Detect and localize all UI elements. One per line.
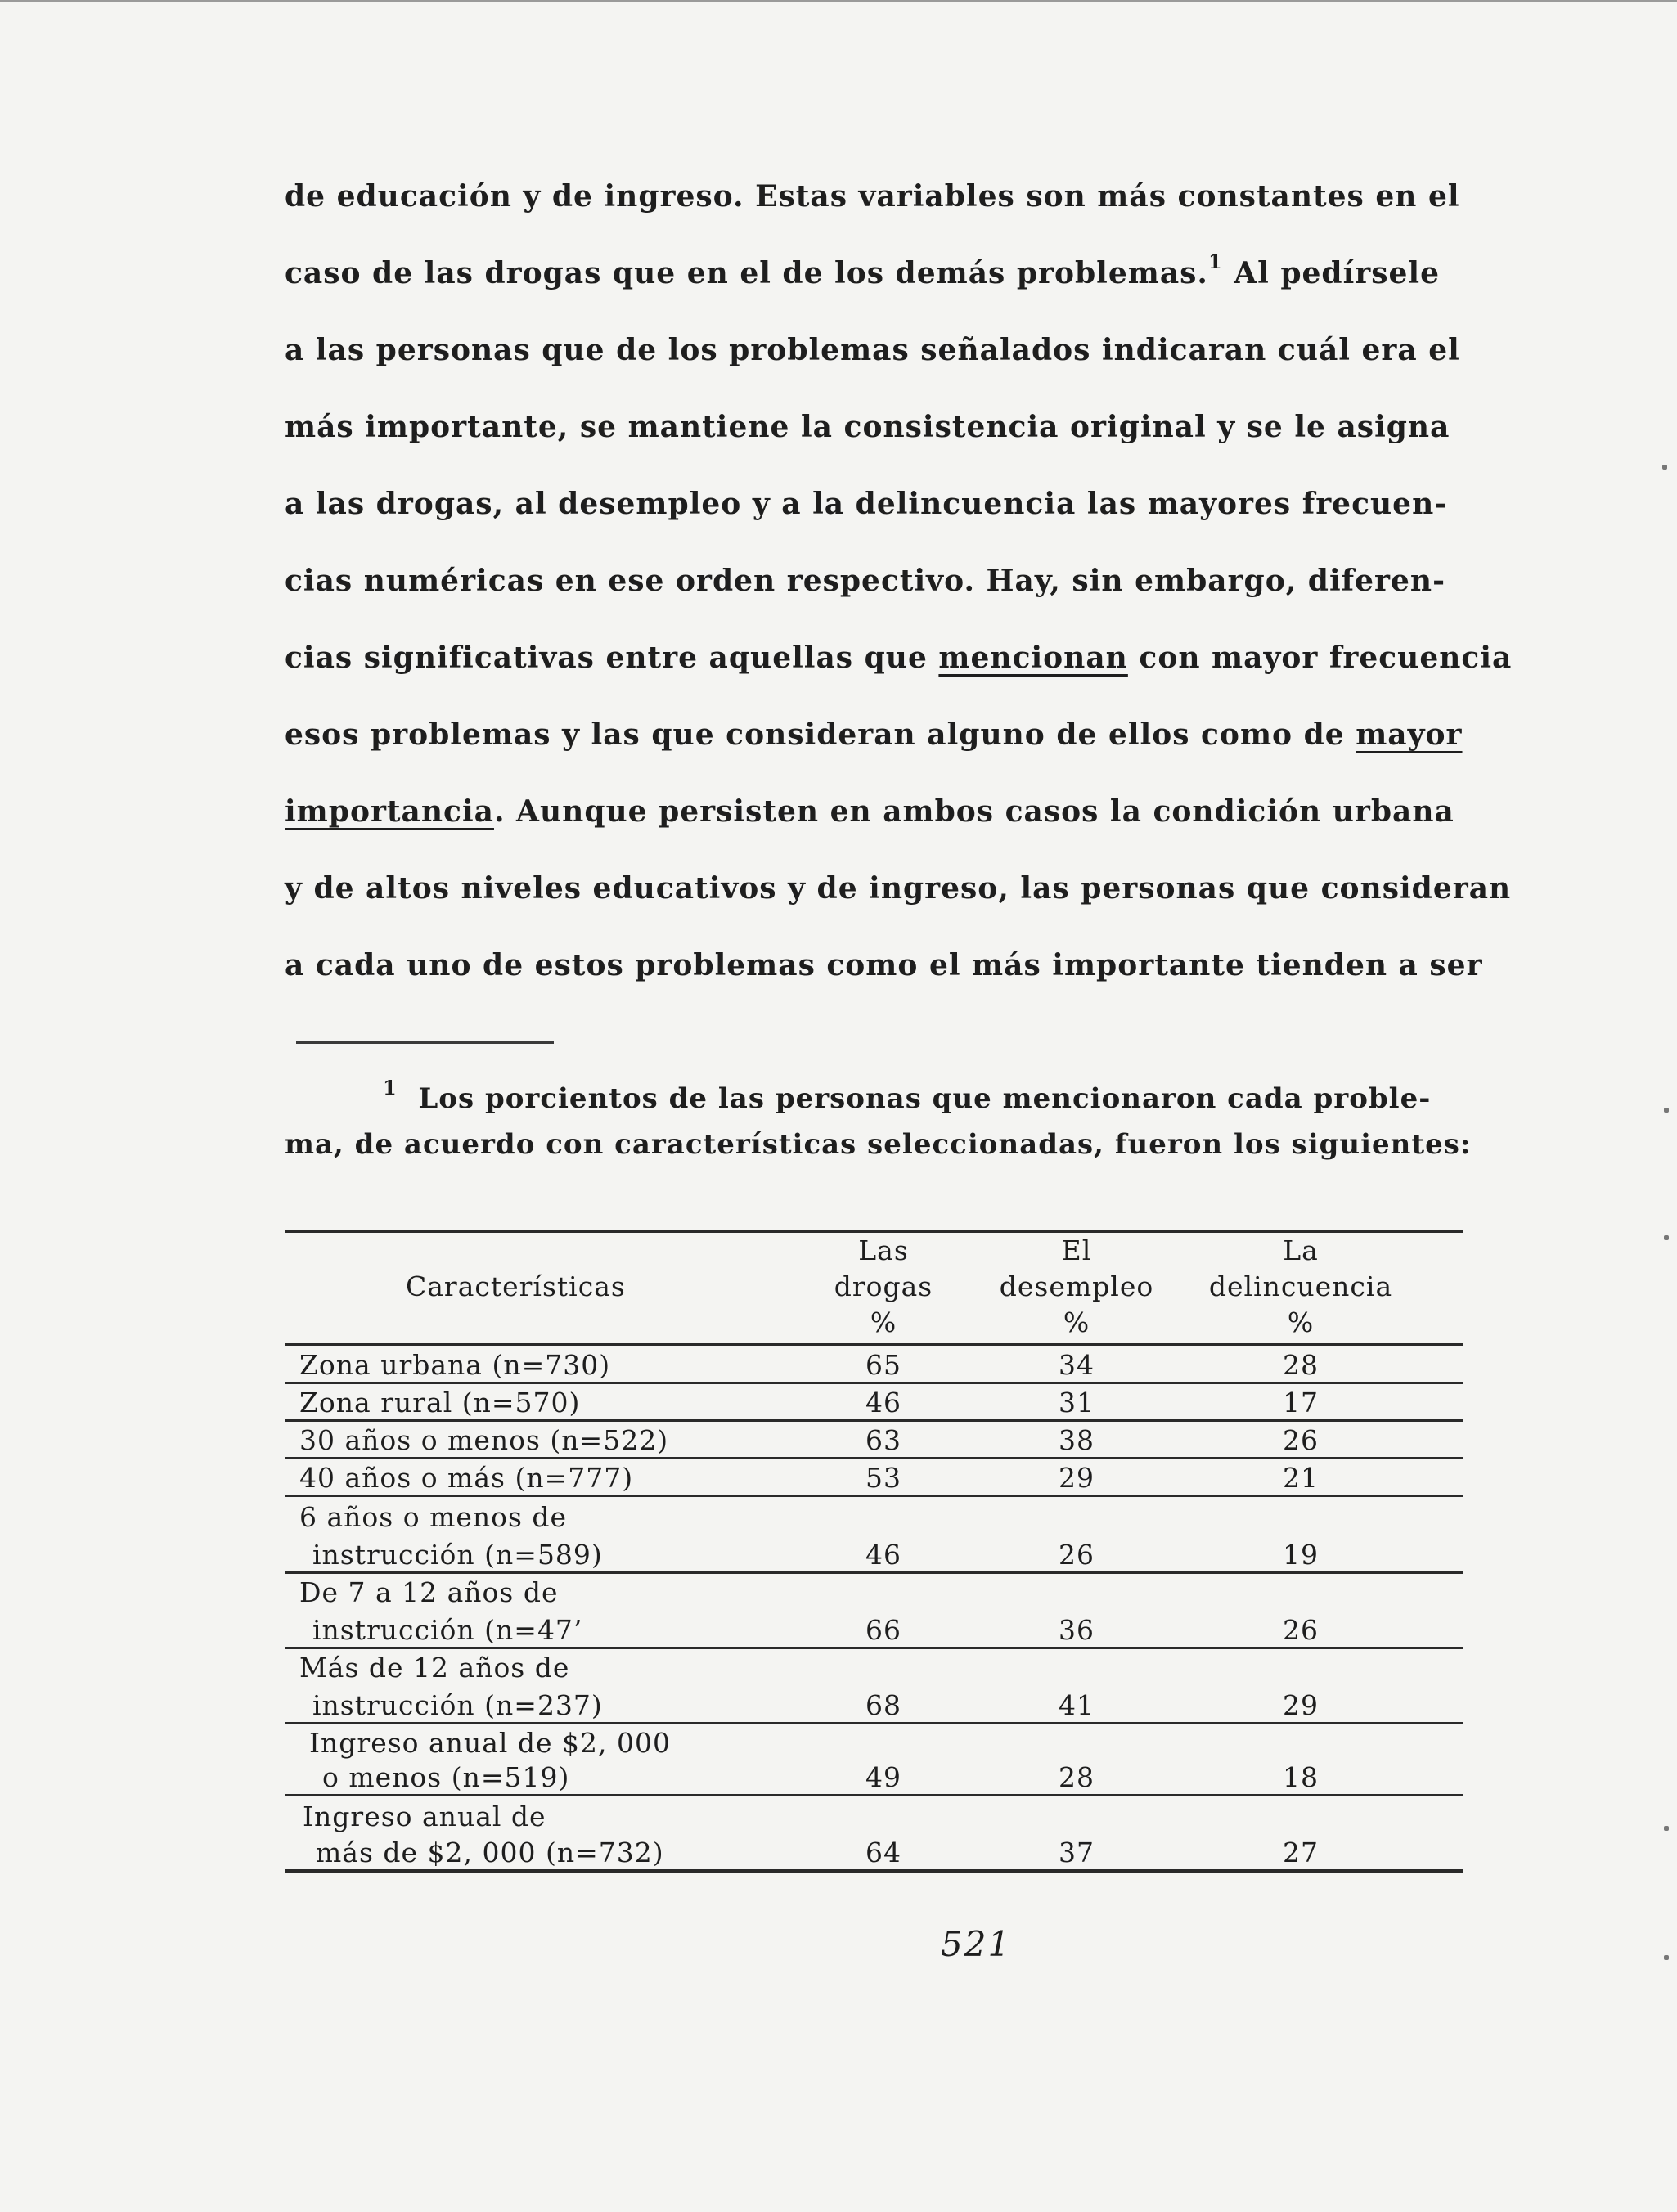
row-delinquency: 18 xyxy=(1283,1761,1319,1793)
row-rule xyxy=(285,1457,1463,1459)
header-drugs-1: Las xyxy=(858,1234,909,1266)
body-line-7: cias significativas entre aquellas que mencionan con mayor frecuencia xyxy=(285,641,1513,675)
header-drugs-3: % xyxy=(870,1306,897,1338)
row-unemployment: 37 xyxy=(1059,1837,1095,1868)
statistics-table xyxy=(285,1230,1463,1876)
header-delinquency-2: delincuencia xyxy=(1208,1270,1393,1302)
footnote-separator xyxy=(296,1041,554,1044)
row-delinquency: 19 xyxy=(1283,1539,1319,1571)
row-unemployment: 34 xyxy=(1059,1349,1095,1381)
header-unemployment-1: El xyxy=(1061,1234,1092,1266)
body-line-8: esos problemas y las que consideran alguno de ellos como de mayor xyxy=(285,717,1463,752)
body-line-1: de educación y de ingreso. Estas variables son más constantes en el xyxy=(285,179,1460,214)
row-label: Zona urbana (n=730) xyxy=(299,1349,611,1381)
row-label-cont: o menos (n=519) xyxy=(322,1761,570,1793)
table-bottom-rule xyxy=(285,1869,1463,1873)
row-label: 6 años o menos de xyxy=(299,1501,568,1533)
row-delinquency: 17 xyxy=(1283,1387,1319,1418)
row-drugs: 49 xyxy=(865,1761,901,1793)
row-drugs: 66 xyxy=(865,1614,901,1646)
scan-speck xyxy=(1662,465,1667,470)
scan-speck xyxy=(1664,1235,1669,1240)
row-label: 30 años o menos (n=522) xyxy=(299,1424,669,1456)
row-label-cont: instrucción (n=47’ xyxy=(312,1614,583,1646)
header-unemployment-2: desempleo xyxy=(999,1270,1154,1302)
row-label-cont: más de $2, 000 (n=732) xyxy=(316,1837,664,1868)
underlined-term: mayor xyxy=(1356,717,1463,752)
page-number: 521 xyxy=(941,1924,1012,1964)
row-unemployment: 36 xyxy=(1059,1614,1095,1646)
row-label: Ingreso anual de $2, 000 xyxy=(309,1727,672,1759)
row-drugs: 64 xyxy=(865,1837,901,1868)
row-unemployment: 29 xyxy=(1059,1462,1095,1494)
row-label-cont: instrucción (n=237) xyxy=(312,1689,603,1721)
table-header-rule xyxy=(285,1343,1463,1346)
row-unemployment: 26 xyxy=(1059,1539,1095,1571)
row-label: De 7 a 12 años de xyxy=(299,1576,559,1608)
body-line-10: y de altos niveles educativos y de ingreso, las personas que consideran xyxy=(285,871,1512,906)
row-unemployment: 31 xyxy=(1059,1387,1095,1418)
row-delinquency: 28 xyxy=(1283,1349,1319,1381)
footnote-marker: 1 xyxy=(383,1076,398,1099)
header-characteristics: Características xyxy=(406,1270,626,1302)
row-drugs: 63 xyxy=(865,1424,901,1456)
row-label-cont: instrucción (n=589) xyxy=(312,1539,603,1571)
scan-speck xyxy=(1664,1108,1669,1113)
header-delinquency-3: % xyxy=(1287,1306,1315,1338)
row-rule xyxy=(285,1722,1463,1724)
row-label: 40 años o más (n=777) xyxy=(299,1462,634,1494)
body-line-5: a las drogas, al desempleo y a la delincuencia las mayores frecuen- xyxy=(285,487,1448,521)
row-rule xyxy=(285,1647,1463,1649)
row-drugs: 53 xyxy=(865,1462,901,1494)
row-label: Más de 12 años de xyxy=(299,1652,570,1684)
row-drugs: 46 xyxy=(865,1539,901,1571)
underlined-term: mencionan xyxy=(938,641,1128,675)
footnote-ref: 1 xyxy=(1207,250,1223,273)
header-unemployment-3: % xyxy=(1063,1306,1090,1338)
body-line-2: caso de las drogas que en el de los demás problemas.$^1$ Al pedírsele xyxy=(285,250,1440,290)
scan-speck xyxy=(1664,1955,1669,1960)
row-label: Ingreso anual de xyxy=(303,1801,546,1832)
body-line-9: importancia. Aunque persisten en ambos casos la condición urbana xyxy=(285,794,1454,829)
row-delinquency: 29 xyxy=(1283,1689,1319,1721)
scan-top-edge xyxy=(0,0,1677,2)
row-unemployment: 28 xyxy=(1059,1761,1095,1793)
row-delinquency: 26 xyxy=(1283,1424,1319,1456)
footnote-line-2: ma, de acuerdo con características seleccionadas, fueron los siguientes: xyxy=(285,1128,1472,1161)
row-rule xyxy=(285,1794,1463,1796)
footnote-line-1: $^1$ Los porcientos de las personas que mencionaron cada proble- xyxy=(383,1076,1432,1115)
row-drugs: 46 xyxy=(865,1387,901,1418)
row-rule xyxy=(285,1571,1463,1574)
row-delinquency: 21 xyxy=(1283,1462,1319,1494)
body-line-11: a cada uno de estos problemas como el más importante tienden a ser xyxy=(285,948,1483,982)
row-rule xyxy=(285,1495,1463,1497)
header-drugs-2: drogas xyxy=(834,1270,933,1302)
row-rule xyxy=(285,1382,1463,1384)
row-delinquency: 27 xyxy=(1283,1837,1319,1868)
underlined-term: importancia xyxy=(285,794,494,829)
body-line-3: a las personas que de los problemas señalados indicaran cuál era el xyxy=(285,333,1460,367)
body-line-6: cias numéricas en ese orden respectivo. Hay, sin embargo, diferen- xyxy=(285,564,1446,598)
row-label: Zona rural (n=570) xyxy=(299,1387,581,1418)
row-drugs: 68 xyxy=(865,1689,901,1721)
scan-speck xyxy=(1664,1826,1669,1831)
row-unemployment: 41 xyxy=(1059,1689,1095,1721)
header-delinquency-1: La xyxy=(1283,1234,1319,1266)
row-delinquency: 26 xyxy=(1283,1614,1319,1646)
body-line-4: más importante, se mantiene la consistencia original y se le asigna xyxy=(285,410,1450,444)
row-rule xyxy=(285,1419,1463,1422)
row-unemployment: 38 xyxy=(1059,1424,1095,1456)
row-drugs: 65 xyxy=(865,1349,901,1381)
